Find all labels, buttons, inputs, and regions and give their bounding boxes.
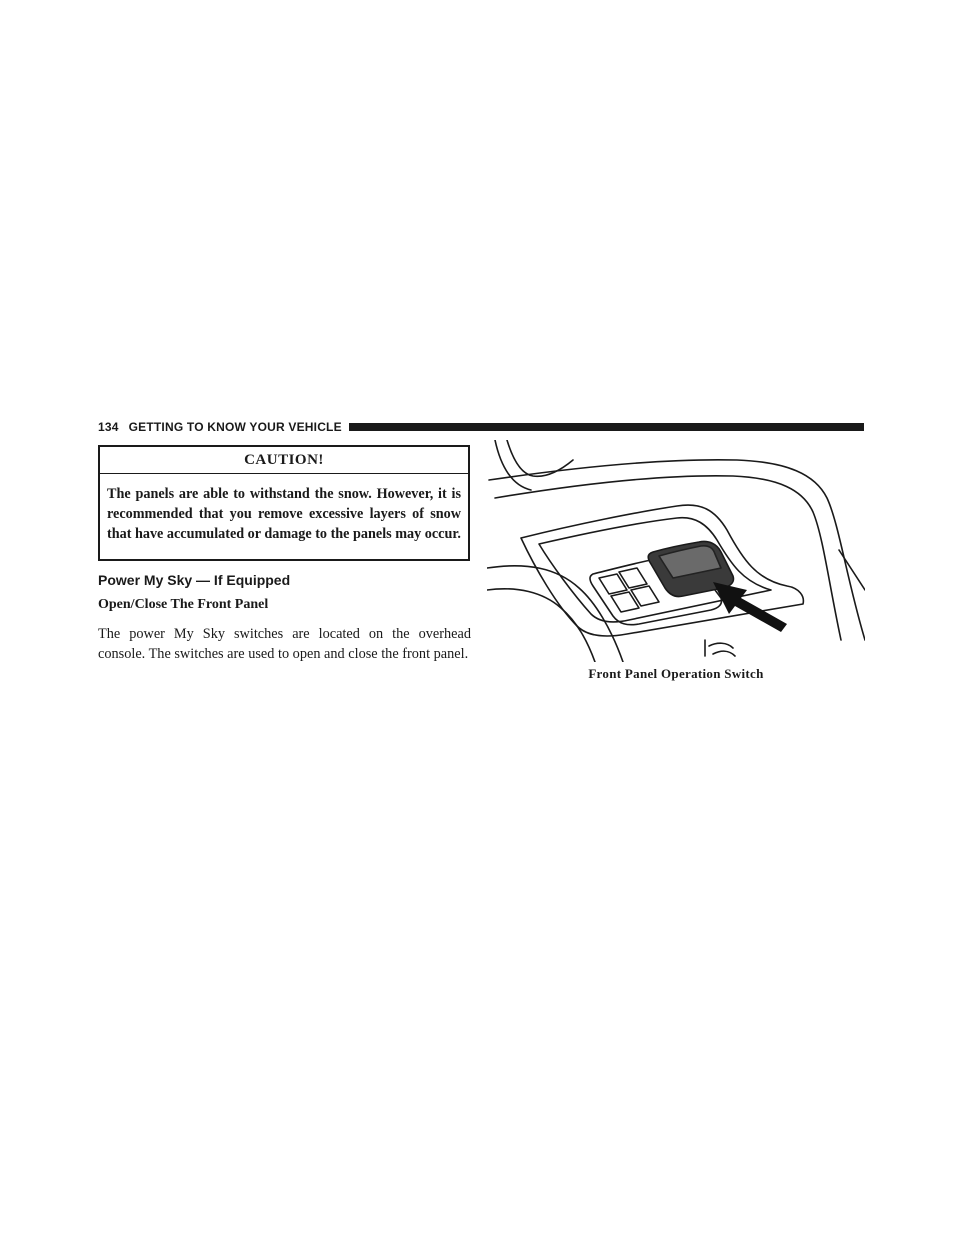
section-subheading: Open/Close The Front Panel — [98, 597, 269, 612]
figure-caption: Front Panel Operation Switch — [588, 666, 764, 681]
pointer-arrow-icon — [713, 582, 787, 632]
caution-title: CAUTION! — [100, 447, 468, 474]
header-rule — [349, 423, 864, 431]
overhead-console-switch-illustration — [487, 440, 865, 662]
body-paragraph: The power My Sky switches are located on the overhead console. The switches are used to open and close the front panel. — [98, 626, 471, 662]
page-header — [98, 419, 864, 435]
caution-box — [98, 445, 470, 561]
caution-text: The panels are able to withstand the snow. However, it is recommended that you remove excessive layers of snow that have accumulated or damage to the panels may occur. — [107, 486, 461, 542]
section-heading: Power My Sky — If Equipped — [98, 572, 291, 588]
page-number: 134 — [98, 420, 119, 434]
section-title: GETTING TO KNOW YOUR VEHICLE — [128, 420, 342, 434]
